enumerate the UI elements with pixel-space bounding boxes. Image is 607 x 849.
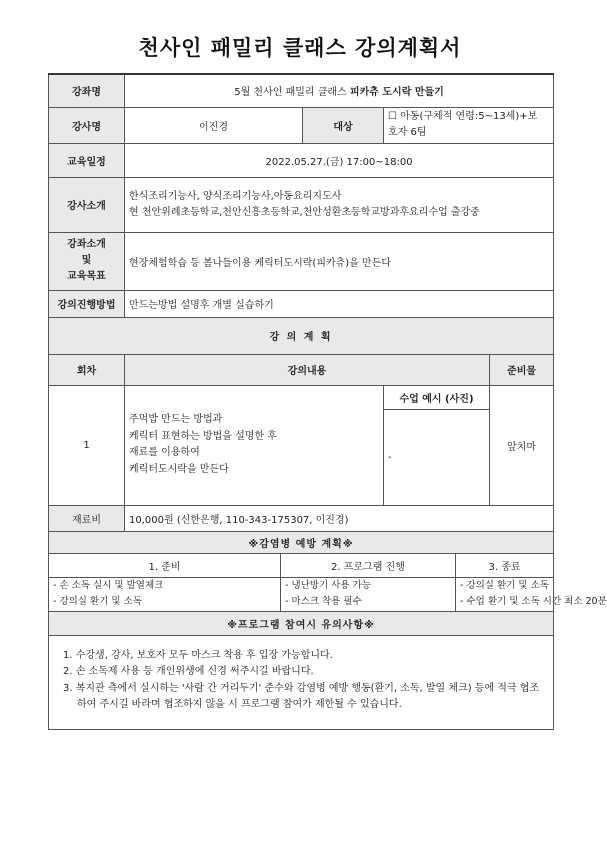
infection-progress-item-1: - 냉난방기 사용 가능 [285,580,371,591]
infection-prepare-item-2: - 강의실 환기 및 소독 [53,596,142,607]
instructor-intro-label: 강사소개 [49,177,125,232]
instructor-intro-value [125,177,554,232]
row-schedule [49,143,554,177]
infection-end-item-2: - 수업 환기 및 소독 시간 최소 20분 [460,596,607,607]
row-plan-columns [49,354,554,385]
course-name-label: 강좌명 [49,74,125,107]
row-lesson-top [49,385,554,409]
notice-header: ※프로그램 참여시 유의사항※ [49,611,554,635]
instructor-label: 강사명 [49,107,125,143]
infection-col-end: 3. 종료 [456,553,554,577]
notice-item-1: 1. 수강생, 강사, 보호자 모두 마스크 착용 후 입장 가능합니다. [63,649,333,661]
row-notices [49,635,554,729]
row-instructor-intro [49,177,554,232]
notices-cell [49,635,554,729]
infection-col-progress: 2. 프로그램 진행 [281,553,456,577]
lecture-plan-form [48,73,607,730]
lesson-line-4: 케릭터도시락을 만든다 [129,463,229,475]
plan-header: 강 의 계 획 [49,317,554,354]
round-value: 1 [49,385,125,505]
notice-item-2: 2. 손 소독제 사용 등 개인위생에 신경 써주시길 바랍니다. [63,666,314,677]
course-goal-label-2: 및 [81,255,92,266]
document-title: 천사인 패밀리 클래스 강의계획서 [138,36,462,60]
infection-end-items [456,577,607,611]
infection-prepare-item-1: - 손 소독 실시 및 발열체크 [53,580,164,591]
row-infection-details [49,577,554,611]
infection-end-item-1: - 강의실 환기 및 소독 [460,580,549,591]
photo-example-cell: - [384,409,490,505]
lesson-line-2: 케릭터 표현하는 방법을 설명한 후 [129,430,277,442]
lesson-content [125,385,384,505]
target-line-1: ☐ 아동(구체적 연령:5~13세)+보 [388,111,538,122]
schedule-value: 2022.05.27.(금) 17:00~18:00 [125,143,554,177]
infection-progress-item-2: - 마스크 착용 필수 [285,596,362,607]
course-name-value [125,74,554,107]
infection-header: ※감염병 예방 계획※ [49,531,554,553]
content-header: 강의내용 [125,354,490,385]
row-infection-columns [49,553,554,577]
row-course-goal [49,232,554,290]
photo-example-header: 수업 예시 (사진) [384,385,490,409]
infection-progress-items [281,577,456,611]
course-goal-label-3: 교육목표 [67,271,106,282]
lesson-line-1: 주먹밥 만드는 방법과 [129,414,223,425]
row-notice-header [49,611,554,635]
supplies-value: 앞치마 [490,385,554,505]
method-label: 강의진행방법 [49,290,125,317]
instructor-intro-line-1: 한식조리기능사, 양식조리기능사,아동요리지도사 [129,190,342,202]
lesson-line-3: 재료를 이용하여 [129,447,200,458]
material-fee-label: 재료비 [49,505,125,531]
course-goal-value: 현장체험학습 등 봄나들이용 케릭터도시락(피카츄)을 만든다 [125,232,554,290]
target-label: 대상 [303,107,384,143]
course-name-prefix: 5월 천사인 패밀리 클래스 [234,87,350,99]
notice-list [63,648,541,714]
method-value: 만드는방법 설명후 개별 실습하기 [125,290,554,317]
row-material-fee [49,505,554,531]
row-plan-header [49,317,554,354]
course-goal-label [49,232,125,290]
infection-prepare-items [49,577,281,611]
instructor-value: 이진경 [125,107,303,143]
target-line-2: 호자 6팀 [388,127,427,138]
schedule-label: 교육일정 [49,143,125,177]
material-fee-value: 10,000원 (신한은행, 110-343-175307, 이진경) [125,505,554,531]
round-header: 회차 [49,354,125,385]
course-goal-label-1: 강좌소개 [67,239,106,250]
notice-item-3: 3. 복지관 측에서 실시하는 '사람 간 거리두기' 준수와 감염병 예방 행동(환기, 소독, 발열 체크) 등에 적극 협조하여 주시길 바라며 협조하지 않을 시 프로그램 참여가 제한될 수 있습니다. [63,682,540,710]
supplies-header: 준비물 [490,354,554,385]
row-method [49,290,554,317]
course-name-bold: 피카츄 도시락 만들기 [349,87,444,99]
instructor-intro-line-2: 현 천안위례초등학교,천안신흥초등학교,천안성환초등학교방과후요리수업 출강중 [129,206,480,218]
row-instructor [49,107,554,143]
target-value [384,107,554,143]
row-course-name [49,74,554,107]
row-infection-header [49,531,554,553]
infection-col-prepare: 1. 준비 [49,553,281,577]
